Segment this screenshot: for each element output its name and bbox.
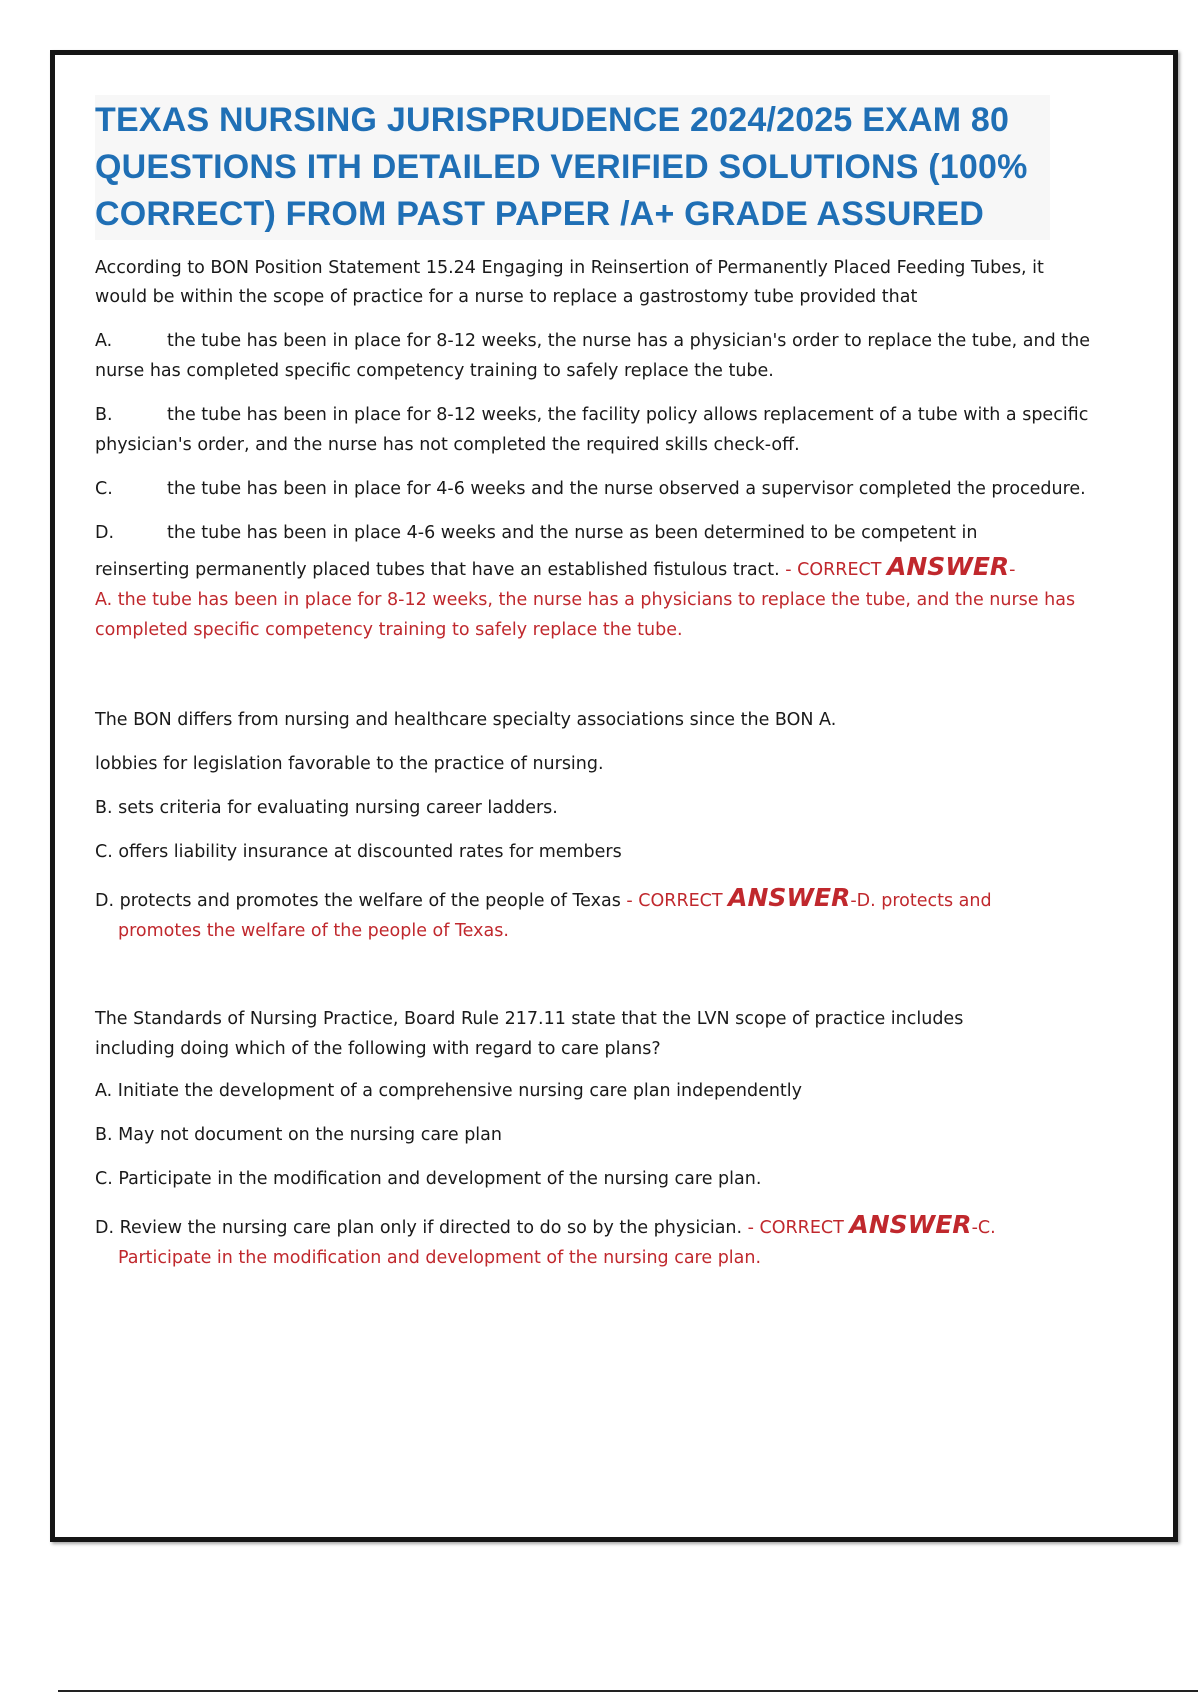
correct-answer-label: - CORRECT	[626, 891, 729, 911]
option-letter: C.	[95, 479, 113, 499]
question-3	[95, 1004, 1095, 1273]
answer-text: -C.	[971, 1218, 996, 1238]
question-3-option-d	[95, 1210, 1095, 1243]
question-2-option-d	[95, 883, 1095, 916]
footer-rule	[58, 1690, 1198, 1692]
option-text: the tube has been in place for 4-6 weeks and the nurse observed a supervisor completed the procedure.	[167, 479, 1086, 499]
question-1-option-c	[95, 474, 1095, 504]
question-1-option-d	[95, 518, 1095, 548]
option-text: D. protects and promotes the welfare of the people of Texas	[95, 891, 621, 911]
question-2-option-c: C. offers liability insurance at discounted rates for members	[95, 842, 622, 862]
question-1-stem: According to BON Position Statement 15.24 Engaging in Reinsertion of Permanently Placed Feeding Tubes, it would be within the scope of practice for a nurse to replace a gastrostomy tube provided that	[95, 258, 1044, 307]
question-2-answer: promotes the welfare of the people of Texas.	[118, 921, 509, 941]
option-text: the tube has been in place 4-6 weeks and the nurse as been determined to be competent in	[167, 523, 978, 543]
question-2-option-a: lobbies for legislation favorable to the practice of nursing.	[95, 754, 604, 774]
correct-answer-label: - CORRECT	[785, 560, 887, 580]
question-1	[95, 254, 1095, 645]
option-letter: B.	[95, 405, 113, 425]
document-content	[95, 95, 1095, 1273]
option-text: the tube has been in place for 8-12 weeks, the nurse has a physician's order to replace the tube, and the nurse has completed specific competency training to safely replace the tube.	[95, 331, 1090, 381]
question-3-stem: The Standards of Nursing Practice, Board Rule 217.11 state that the LVN scope of practice includes including doing which of the following with regard to care plans?	[95, 1009, 964, 1059]
correct-answer-label: - CORRECT	[747, 1218, 850, 1238]
question-2-stem: The BON differs from nursing and healthcare specialty associations since the BON A.	[95, 710, 837, 730]
option-text: the tube has been in place for 8-12 weeks, the facility policy allows replacement of a tube with a specific physician's order, and the nurse has not completed the required skills check-off.	[95, 405, 1089, 455]
question-1-option-b	[95, 400, 1095, 460]
question-3-option-b: B. May not document on the nursing care plan	[95, 1125, 502, 1145]
answer-word: ANSWER	[728, 883, 851, 912]
answer-word: ANSWER	[849, 1210, 972, 1239]
question-3-answer: Participate in the modification and development of the nursing care plan.	[118, 1248, 762, 1268]
question-3-option-a: A. Initiate the development of a comprehensive nursing care plan independently	[95, 1081, 803, 1101]
question-1-answer: A. the tube has been in place for 8-12 weeks, the nurse has a physicians to replace the tube, and the nurse has completed specific competency training to safely replace the tube.	[95, 590, 1076, 640]
question-3-option-c: C. Participate in the modification and development of the nursing care plan.	[95, 1169, 762, 1189]
document-title: TEXAS NURSING JURISPRUDENCE 2024/2025 EXAM 80 QUESTIONS ITH DETAILED VERIFIED SOLUTIONS (100% CORRECT) FROM PAST PAPER /A+ GRADE ASSURED	[95, 95, 1050, 240]
option-letter: D.	[95, 523, 115, 543]
question-2	[95, 705, 1095, 946]
question-1-option-a	[95, 326, 1095, 386]
question-1-option-d-cont	[95, 552, 1095, 585]
answer-text: -D. protects and	[850, 891, 992, 911]
option-text: reinserting permanently placed tubes that have an established fistulous tract.	[95, 560, 780, 580]
question-2-option-b: B. sets criteria for evaluating nursing career ladders.	[95, 798, 558, 818]
option-letter: A.	[95, 331, 113, 351]
answer-word: ANSWER	[886, 552, 1010, 581]
option-text: D. Review the nursing care plan only if directed to do so by the physician.	[95, 1218, 743, 1238]
answer-dash: -	[1009, 560, 1016, 580]
